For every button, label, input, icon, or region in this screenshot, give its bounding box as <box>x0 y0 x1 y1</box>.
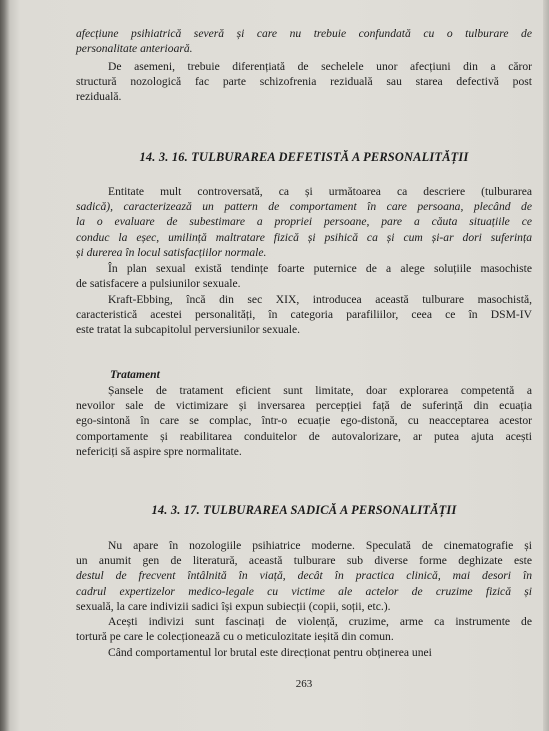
text-line: la o evaluare de subestimare a propriei persoane, pare a căuta situațiile ce <box>76 215 532 229</box>
text-line: sexuală, la care indivizii sadici își expun subiecții (copii, soții, etc.). <box>76 599 391 613</box>
section-title-sadica: 14. 3. 17. TULBURAREA SADICĂ A PERSONALITĂȚII <box>151 503 457 517</box>
section-title-defetista: 14. 3. 16. TULBURAREA DEFETISTĂ A PERSONALITĂȚII <box>139 150 469 164</box>
text-line: În plan sexual există tendințe foarte puternice de a alege soluțiile masochiste <box>108 262 532 275</box>
text-line: sadică), caracterizează un pattern de comportament în care persoana, plecând de <box>76 200 532 214</box>
text-line: de satisfacere a pulsiunilor sexuale. <box>76 277 241 291</box>
text-line: Entitate mult controversată, ca și următoarea ca descriere (tulburarea <box>108 185 532 198</box>
text-line: Acești indivizi sunt fascinați de violență, cruzime, arme ca instrumente de <box>108 615 532 628</box>
text-line: Kraft-Ebbing, încă din sec XIX, introducea această tulburare masochistă, <box>108 293 532 306</box>
text-line: afecțiune psihiatrică severă și care nu trebuie confundată cu o tulburare de <box>76 27 532 40</box>
text-line: este tratat la subcapitolul perversiunilor sexuale. <box>76 323 301 337</box>
section2-paragraph-1 <box>76 538 532 614</box>
section1-paragraph-3 <box>76 292 532 338</box>
intro-paragraph <box>76 59 532 105</box>
section2-paragraph-3 <box>76 645 532 660</box>
section2-paragraph-2 <box>76 614 532 644</box>
top-continuation-paragraph <box>76 26 532 56</box>
text-line: ego-sintonă în care se complac, într-o ecuație ego-distonă, cu neacceptarea acestor <box>76 414 532 428</box>
text-line: Când comportamentul lor brutal este direcționat pentru obținerea unei <box>108 646 432 659</box>
text-line: Nu apare în nozologiile psihiatrice moderne. Speculată de cinematografie și <box>108 539 532 552</box>
text-line: Șansele de tratament eficient sunt limitate, doar explorarea competentă a <box>108 384 532 397</box>
text-line: nefericiți să aspire spre normalitate. <box>76 444 242 458</box>
text-line: un anumit gen de literatură, această tulburare sub diverse forme deghizate este <box>76 554 532 568</box>
text-line: comportamente și reabilitarea conduitelor de autovalorizare, ar putea ajuta acești <box>76 429 532 443</box>
text-line: cadrul expertizelor medico-legale cu victime ale actelor de cruzime fizică și <box>76 584 532 598</box>
section1-paragraph-2 <box>76 261 532 291</box>
page-edge <box>543 0 549 731</box>
treatment-paragraph <box>76 383 532 459</box>
text-line: personalitate anterioară. <box>76 42 193 56</box>
page-number: 263 <box>295 678 313 690</box>
text-line: structură nozologică fac parte schizofrenia reziduală sau starea defectivă post <box>76 75 532 89</box>
text-line: reziduală. <box>76 90 122 104</box>
text-line: nevoilor sale de victimizare și inversarea percepției față de suferință din ecuația <box>76 399 532 413</box>
text-line: tortură pe care le colecționează cu o meticulozitate ieșită din comun. <box>76 630 394 644</box>
text-line: destul de frecvent întâlnită în viață, decât în practica clinică, mai desori în <box>76 569 532 583</box>
section1-paragraph-1 <box>76 184 532 260</box>
text-line: De asemeni, trebuie diferențiată de sechelele unor afecțiuni din a căror <box>108 60 532 73</box>
text-line: conduc la eșec, umilință maltratare fizică și psihică ca și cum și-ar dori suferința <box>76 230 532 244</box>
book-page <box>76 0 532 731</box>
text-line: și durerea în locul satisfacțiilor normale. <box>76 245 267 259</box>
treatment-heading: Tratament <box>110 368 160 381</box>
text-line: caracteristică acestei personalități, în categoria parafiliilor, ceea ce în DSM-IV <box>76 308 532 322</box>
